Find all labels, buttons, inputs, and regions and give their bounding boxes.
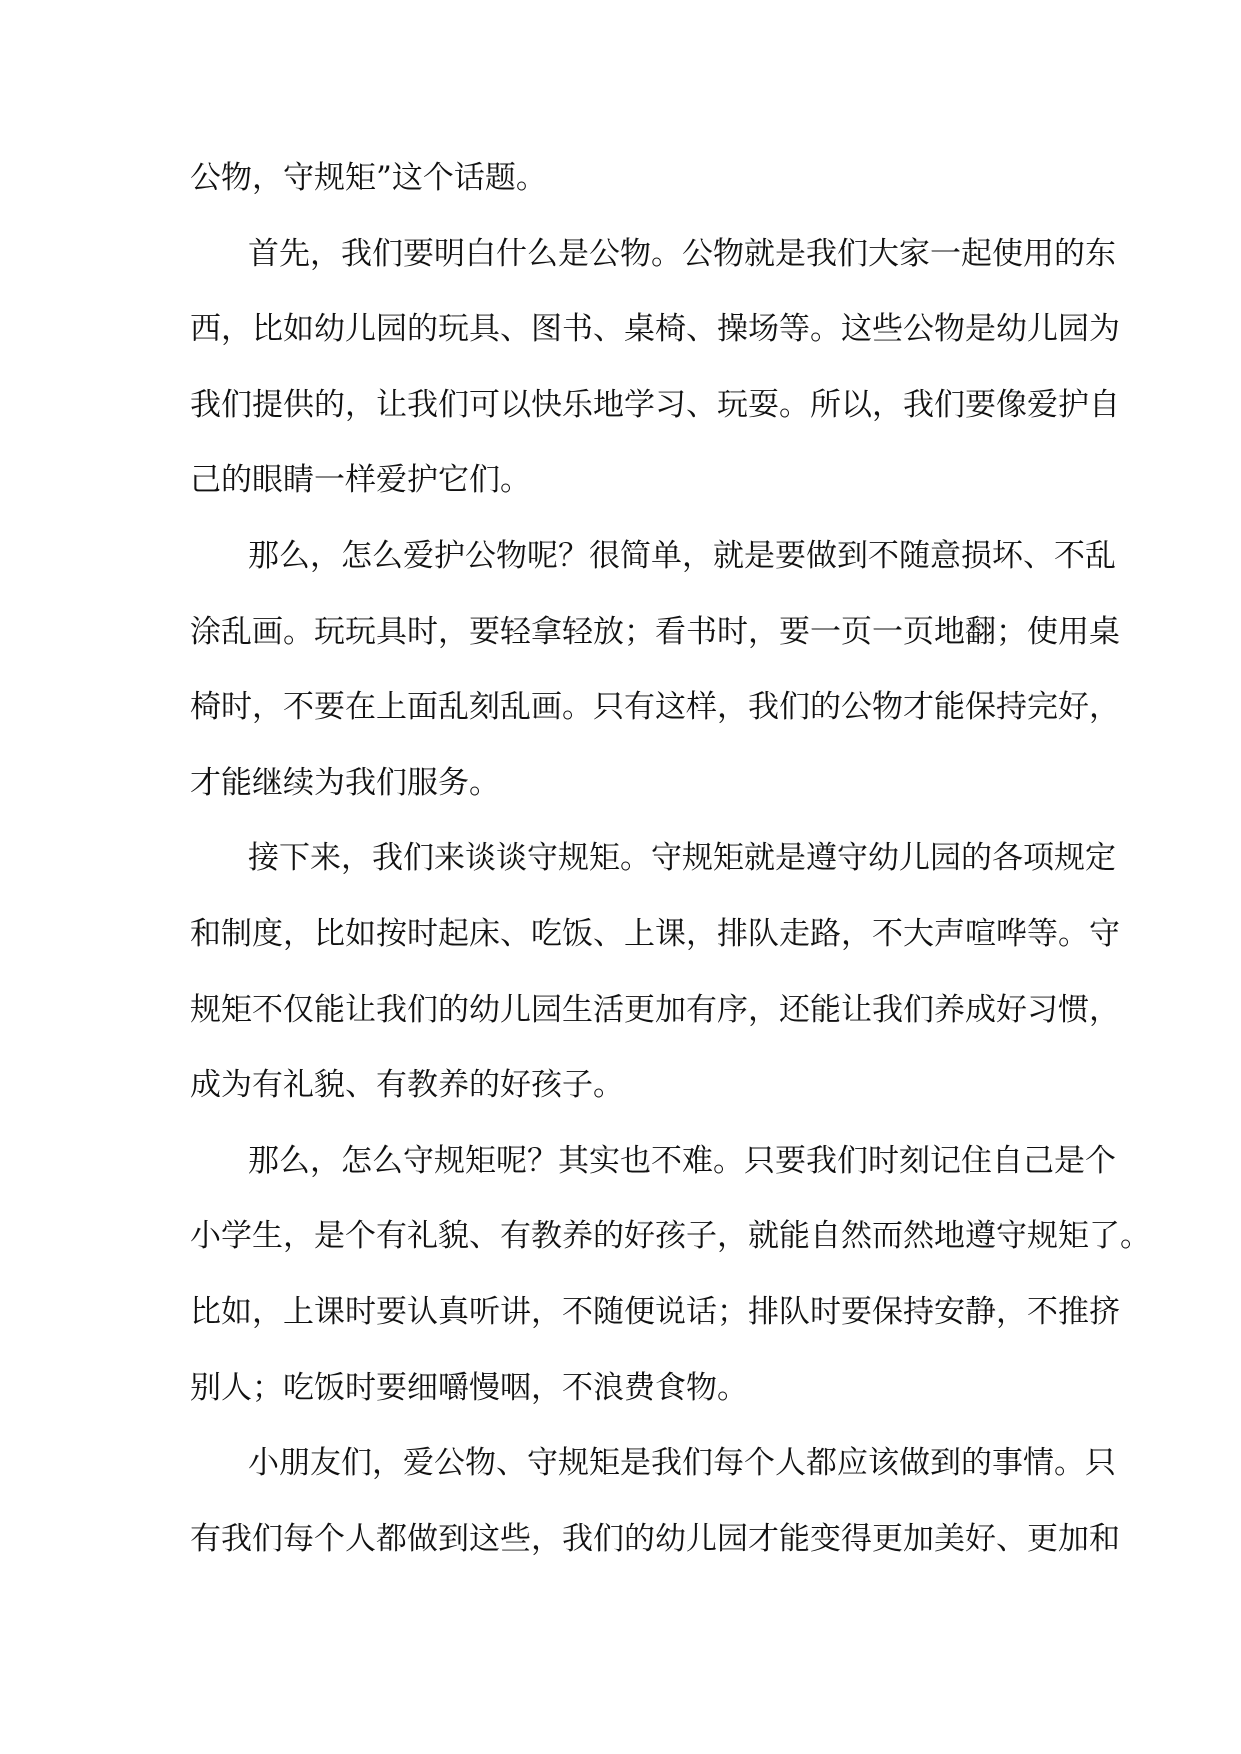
paragraph-line: 才能继续为我们服务。: [190, 764, 500, 801]
paragraph-line: 公物，守规矩”这个话题。: [190, 160, 547, 196]
paragraph-line: 涂乱画。玩玩具时，要轻拿轻放；看书时，要一页一页地翻；使用桌: [190, 613, 1120, 650]
paragraph-line: 比如，上课时要认真听讲，不随便说话；排队时要保持安静，不推挤: [190, 1293, 1120, 1330]
paragraph-line: 成为有礼貌、有教养的好孩子。: [190, 1067, 624, 1104]
paragraph-line: 己的眼睛一样爱护它们。: [190, 462, 531, 499]
paragraph-line: 别人；吃饭时要细嚼慢咽，不浪费食物。: [190, 1369, 748, 1406]
paragraph-line: 小朋友们，爱公物、守规矩是我们每个人都应该做到的事情。只: [248, 1445, 1116, 1482]
paragraph-line: 和制度，比如按时起床、吃饭、上课，排队走路，不大声喧哗等。守: [190, 915, 1120, 952]
paragraph-line: 接下来，我们来谈谈守规矩。守规矩就是遵守幼儿园的各项规定: [248, 840, 1116, 877]
paragraph-line: 椅时，不要在上面乱刻乱画。只有这样，我们的公物才能保持完好，: [190, 689, 1120, 726]
paragraph-line: 我们提供的，让我们可以快乐地学习、玩耍。所以，我们要像爱护自: [190, 386, 1120, 423]
paragraph-line: 首先，我们要明白什么是公物。公物就是我们大家一起使用的东: [248, 235, 1116, 272]
body-text: [190, 141, 1151, 1577]
paragraph-line: 那么，怎么爱护公物呢？很简单，就是要做到不随意损坏、不乱: [248, 537, 1116, 574]
paragraph-line: 规矩不仅能让我们的幼儿园生活更加有序，还能让我们养成好习惯，: [190, 991, 1120, 1028]
paragraph-line: 那么，怎么守规矩呢？其实也不难。只要我们时刻记住自己是个: [248, 1142, 1116, 1179]
paragraph-line: 小学生，是个有礼貌、有教养的好孩子，就能自然而然地遵守规矩了。: [190, 1218, 1151, 1255]
paragraph-line: 有我们每个人都做到这些，我们的幼儿园才能变得更加美好、更加和: [190, 1520, 1120, 1557]
paragraph-line: 西，比如幼儿园的玩具、图书、桌椅、操场等。这些公物是幼儿园为: [190, 311, 1120, 348]
